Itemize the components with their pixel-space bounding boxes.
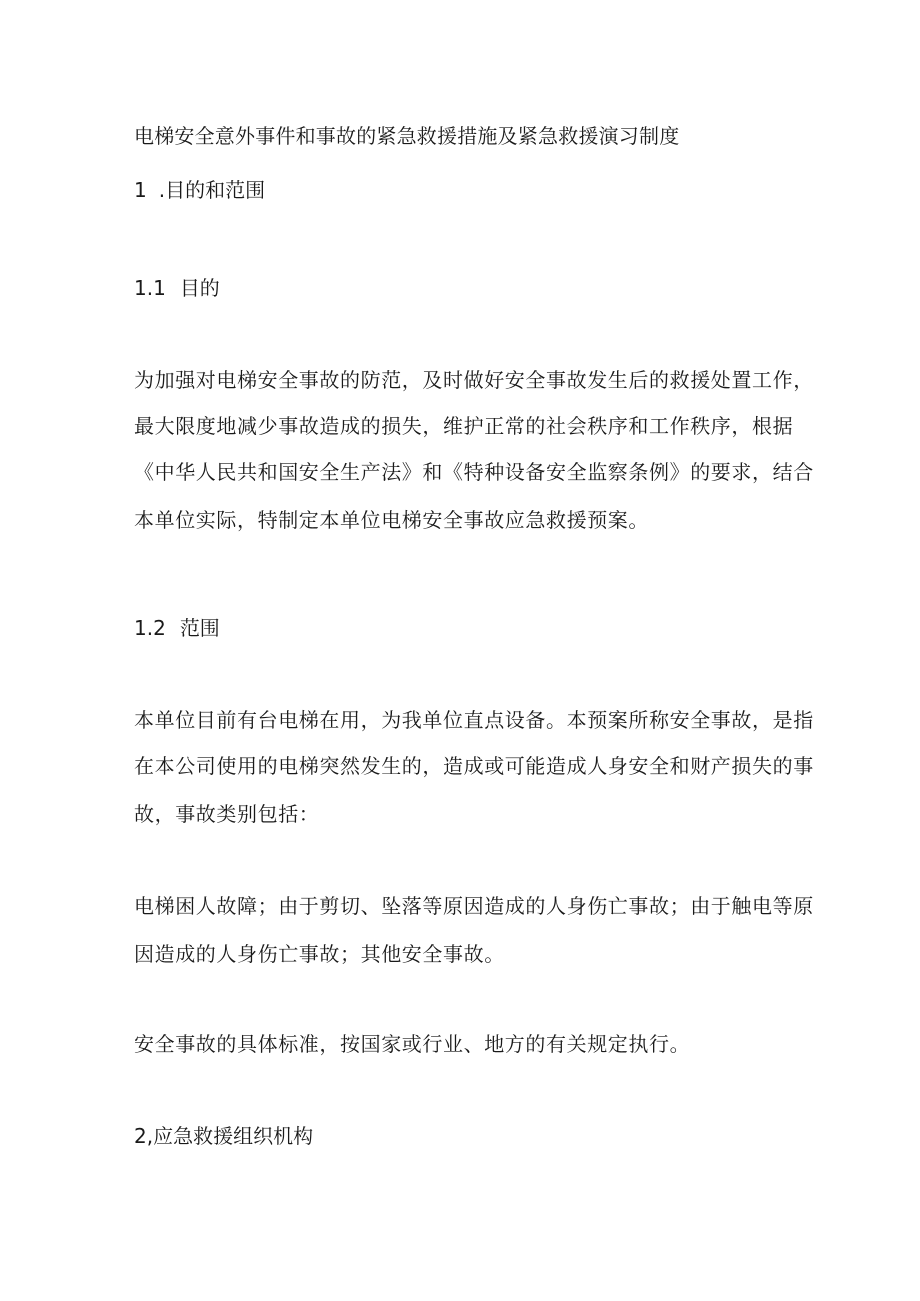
standards-paragraph: 安全事故的具体标准，按国家或行业、地方的有关规定执行。 xyxy=(134,1032,691,1056)
section-1-1-number: 1.1 xyxy=(134,276,166,300)
section-1-label: .目的和范围 xyxy=(158,178,266,202)
section-1-2-number: 1.2 xyxy=(134,616,166,640)
scope-paragraph-line: 本单位目前有台电梯在用，为我单位直点设备。本预案所称安全事故，是指 xyxy=(134,708,814,732)
section-2-number: 2, xyxy=(134,1124,154,1148)
purpose-paragraph-line: 最大限度地减少事故造成的损失，维护正常的社会秩序和工作秩序，根据 xyxy=(134,414,794,438)
section-1-1-label: 目的 xyxy=(179,276,220,300)
accident-types-line: 电梯困人故障；由于剪切、坠落等原因造成的人身伤亡事故；由于触电等原 xyxy=(134,894,814,918)
section-2-heading xyxy=(134,1120,313,1149)
section-1-2-heading xyxy=(134,612,220,641)
purpose-paragraph-line: 《中华人民共和国安全生产法》和《特种设备安全监察条例》的要求，结合 xyxy=(134,460,814,484)
section-1-number: 1 xyxy=(134,178,147,202)
scope-paragraph-line: 在本公司使用的电梯突然发生的，造成或可能造成人身安全和财产损失的事 xyxy=(134,754,814,778)
section-1-1-heading xyxy=(134,272,220,301)
section-2-label: 应急救援组织机构 xyxy=(153,1124,314,1148)
document-title: 电梯安全意外事件和事故的紧急救援措施及紧急救援演习制度 xyxy=(134,124,680,148)
scope-paragraph-line: 故，事故类别包括： xyxy=(134,802,320,826)
purpose-paragraph-line: 为加强对电梯安全事故的防范，及时做好安全事故发生后的救援处置工作， xyxy=(134,368,814,392)
accident-types-line: 因造成的人身伤亡事故；其他安全事故。 xyxy=(134,942,505,966)
section-1-2-label: 范围 xyxy=(179,616,220,640)
purpose-paragraph-line: 本单位实际，特制定本单位电梯安全事故应急救援预案。 xyxy=(134,508,649,532)
section-1-heading xyxy=(134,174,265,203)
